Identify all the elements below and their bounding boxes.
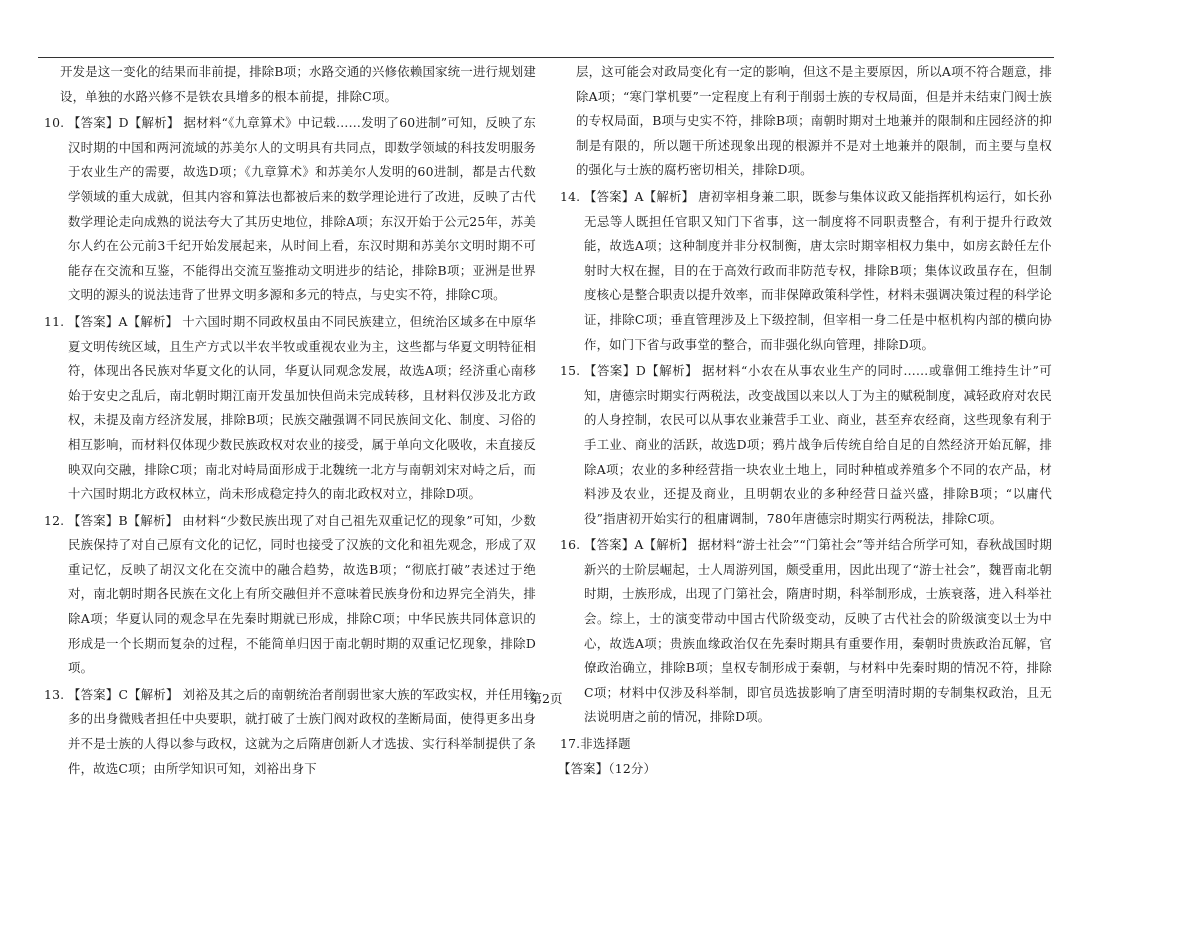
right-column [556, 60, 1052, 781]
question-number: 14. [560, 188, 581, 204]
question-item-14 [556, 185, 1052, 357]
question-number: 16. [560, 537, 581, 553]
question-explanation [584, 359, 1052, 531]
header-rule [38, 57, 1054, 58]
question-number: 13. [44, 686, 65, 702]
answer-label: 【答案】C【解析】 [68, 686, 179, 702]
question-explanation [584, 185, 1052, 357]
right-continuation-text: 层，这可能会对政局变化有一定的影响，但这不是主要原因，所以A项不符合题意，排除A项；“寒门掌机要”一定程度上有利于削弱士族的专权局面，但是并未结束门阀士族的专权局面，B项与史实不符，排除B项；南朝时期对土地兼并的限制和庄园经济的抑制是有限的，所以题干所述现象出现的根源并不是对土地兼并的限制，而主要与皇权的强化与士族的腐朽密切相关，排除D项。 [576, 64, 1052, 178]
left-continuation-text: 开发是这一变化的结果而非前提，排除B项；水路交通的兴修依赖国家统一进行规划建设，单独的水路兴修不是铁农具增多的根本前提，排除C项。 [60, 64, 536, 104]
question-number: 11. [44, 313, 65, 329]
question-explanation [68, 310, 536, 507]
question-item-10 [40, 111, 536, 308]
explanation-text: 刘裕及其之后的南朝统治者削弱世家大族的军政实权，并任用较多的出身微贱者担任中央要职，就打破了士族门阀对政权的垄断局面，使得更多出身并不是士族的人得以参与政权，这就为之后隋唐创新人才选拔、实行科举制提供了条件，故选C项；由所学知识可知，刘裕出身下 [68, 686, 536, 776]
answer-label: 【答案】D【解析】 [68, 115, 180, 131]
question-number: 12. [44, 512, 65, 528]
explanation-text: 据材料“小农在从事农业生产的同时……或靠佣工维持生计”可知，唐德宗时期实行两税法，改变战国以来以人丁为主的赋税制度，减轻政府对农民的人身控制，农民可以从事农业兼营手工业、商业，甚至弃农经商，这些现象有利于手工业、商业的活跃，故选D项；鸦片战争后传统自给自足的自然经济开始瓦解，排除A项；农业的多种经营指一块农业土地上，同时种植或养殖多个不同的农产品，材料涉及农业，还提及商业，且明朝农业的多种经营日益兴盛，排除B项；“以庸代役”指唐初开始实行的租庸调制，780年唐德宗时期实行两税法，排除C项。 [584, 363, 1053, 526]
question-item-15 [556, 359, 1052, 531]
left-column [40, 60, 536, 781]
explanation-text: 唐初宰相身兼二职，既参与集体议政又能指挥机构运行，如长孙无忌等人既担任官职又知门下省事，这一制度将不同职责整合，有利于提升行政效能，故选A项；这种制度并非分权制衡，唐太宗时期宰相权力集中，如房玄龄任左仆射时大权在握，目的在于高效行政而非防范专权，排除B项；集体议政虽存在，但制度核心是整合职责以提升效率，而非保障政策科学性，材料未强调决策过程的科学论证，排除C项；垂直管理涉及上下级控制，但宰相一身二任是中枢机构内部的横向协作，如门下省与政事堂的整合，而非强化纵向管理，排除D项。 [584, 188, 1053, 352]
page-number: 第2页 [529, 691, 563, 706]
question-explanation [68, 509, 536, 681]
question-item-11 [40, 310, 536, 507]
question-explanation [68, 111, 536, 308]
explanation-text: 由材料“少数民族出现了对自己祖先双重记忆的现象”可知，少数民族保持了对自己原有文化的记忆，同时也接受了汉族的文化和祖先观念，形成了双重记忆，反映了胡汉文化在交流中的融合趋势，故选B项；“彻底打破”表述过于绝对，南北朝时期各民族在文化上有所交融但并不意味着民族身份和边界完全消失，排除A项；华夏认同的观念早在先秦时期就已形成，排除C项；中华民族共同体意识的形成是一个长期而复杂的过程，不能简单归因于南北朝时期的双重记忆现象，排除D项。 [68, 512, 537, 676]
answer-17: 【答案】（12分） [558, 760, 657, 776]
answer-label: 【答案】A【解析】 [68, 313, 179, 329]
explanation-text: 据材料“游士社会”“门第社会”等并结合所学可知，春秋战国时期新兴的士阶层崛起，士人周游列国，颇受重用，因此出现了“游士社会”，魏晋南北朝时期，士族形成，出现了门第社会，隋唐时期，科举制形成，士族衰落，进入科举社会。综上，士的演变带动中国古代阶级变动，反映了古代社会的阶级演变以士为中心，故选A项；贵族血缘政治仅在先秦时期具有重要作用，秦朝时贵族政治瓦解，官僚政治确立，排除B项；皇权专制形成于秦朝，与材料中先秦时期的情况不符，排除C项；材料中仅涉及科举制，即官员选拔影响了唐至明清时期的专制集权政治，且无法说明唐之前的情况，排除D项。 [584, 537, 1052, 725]
answer-label: 【答案】A【解析】 [584, 537, 695, 553]
answer-label: 【答案】B【解析】 [68, 512, 179, 528]
question-number: 15. [560, 363, 581, 379]
answer-label: 【答案】A【解析】 [584, 188, 695, 204]
section-label-17: 17.非选择题 [560, 736, 631, 752]
answer-label: 【答案】D【解析】 [584, 363, 699, 379]
question-number: 10. [44, 115, 65, 131]
explanation-text: 据材料“《九章算术》中记载……发明了60进制”可知，反映了东汉时期的中国和两河流域的苏美尔人的文明具有共同点，即数学领域的科技发明服务于农业生产的需要，故选D项；《九章算术》和苏美尔人发明的60进制，都是古代数学领域的重大成就，但其内容和算法也都被后来的数学理论进行了改进，反映了古代数学理论走向成熟的说法夸大了其历史地位，排除A项；东汉开始于公元25年，苏美尔人约在公元前3千纪开始发展起来，从时间上看，东汉时期和苏美尔文明时期不可能存在交流和互鉴，不能得出交流互鉴推动文明进步的结论，排除B项；亚洲是世界文明的源头的说法违背了世界文明多源和多元的特点，与史实不符，排除C项。 [68, 115, 536, 303]
question-item-12 [40, 509, 536, 681]
explanation-text: 十六国时期不同政权虽由不同民族建立，但统治区域多在中原华夏文明传统区域，且生产方式以半农半牧或重视农业为主，这些都与华夏文明特征相符，体现出各民族对华夏文化的认同，华夏认同观念发展，故选A项；经济重心南移始于安史之乱后，南北朝时期江南开发虽加快但尚未完成转移，且材料仅涉及北方政权，未提及南方经济发展，排除B项；民族交融强调不同民族间文化、制度、习俗的相互影响，而材料仅体现少数民族政权对农业的接受，属于单向文化吸收，未直接反映双向交融，排除C项；南北对峙局面形成于北魏统一北方与南朝刘宋对峙之后，而十六国时期北方政权林立，尚未形成稳定持久的南北政权对立，排除D项。 [68, 313, 537, 502]
